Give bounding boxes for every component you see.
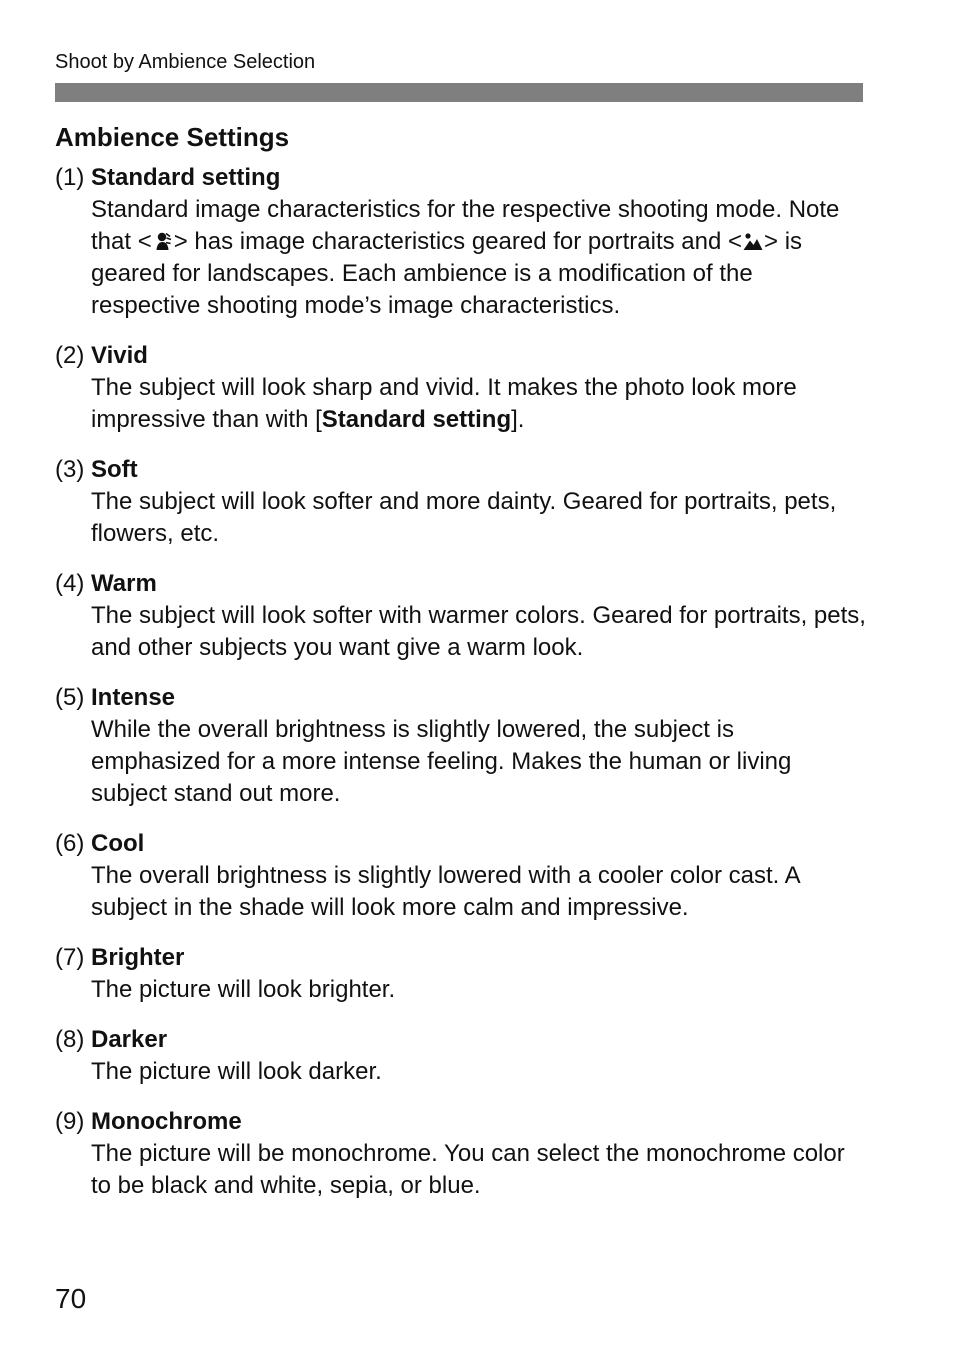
section-title: Ambience Settings [55,122,290,152]
setting-name: Cool [91,830,145,857]
setting-number: (9) [55,1108,85,1135]
setting-warm [55,568,867,664]
setting-monochrome [55,1106,867,1202]
setting-number: (1) [55,164,85,191]
setting-number: (4) [55,570,85,597]
setting-description: The picture will be monochrome. You can select the monochrome color to be black and white, sepia, or blue. [91,1140,845,1199]
setting-number: (5) [55,684,85,711]
header-rule-bar [55,83,863,102]
setting-brighter [55,942,867,1006]
setting-name: Vivid [91,342,148,369]
setting-number: (8) [55,1026,85,1053]
ambience-settings-list [55,162,867,1202]
setting-name: Intense [91,684,176,711]
setting-description-text: Standard image characteristics for the respective shooting mode. Note that < [91,196,840,255]
setting-darker [55,1024,867,1088]
setting-description-text: > has image characteristics geared for portraits and < [173,228,743,255]
setting-description-text: ]. [511,406,525,433]
setting-number: (6) [55,830,85,857]
setting-description: While the overall brightness is slightly lowered, the subject is emphasized for a more intense feeling. Makes the human or living subject stand out more. [91,716,792,807]
setting-vivid [55,340,867,436]
running-header: Shoot by Ambience Selection [55,51,316,73]
setting-standard [55,162,867,322]
setting-number: (3) [55,456,85,483]
setting-number: (7) [55,944,85,971]
portrait-mode-icon [153,231,173,251]
setting-description-text: > is geared for landscapes. Each ambience is a modification of the respective shooting mode’s image characteristics. [91,228,803,319]
setting-name: Darker [91,1026,168,1053]
setting-description: The picture will look darker. [91,1058,382,1085]
setting-reference: Standard setting [321,406,512,433]
setting-name: Monochrome [91,1108,242,1135]
setting-intense [55,682,867,810]
setting-name: Warm [91,570,157,597]
setting-number: (2) [55,342,85,369]
landscape-mode-icon [743,231,763,251]
setting-description: The picture will look brighter. [91,976,396,1003]
setting-name: Brighter [91,944,185,971]
setting-name: Soft [91,456,138,483]
setting-cool [55,828,867,924]
setting-description [91,194,867,322]
setting-description: The subject will look softer with warmer colors. Geared for portraits, pets, and other subjects you want give a warm look. [91,602,866,661]
setting-description [91,372,867,436]
setting-description: The subject will look softer and more dainty. Geared for portraits, pets, flowers, etc. [91,488,837,547]
page-number: 70 [55,1283,87,1314]
setting-name: Standard setting [91,164,281,191]
setting-description-text: The subject will look sharp and vivid. It makes the photo look more impressive than with [ [91,374,797,433]
setting-soft [55,454,867,550]
setting-description: The overall brightness is slightly lowered with a cooler color cast. A subject in the shade will look more calm and impressive. [91,862,800,921]
